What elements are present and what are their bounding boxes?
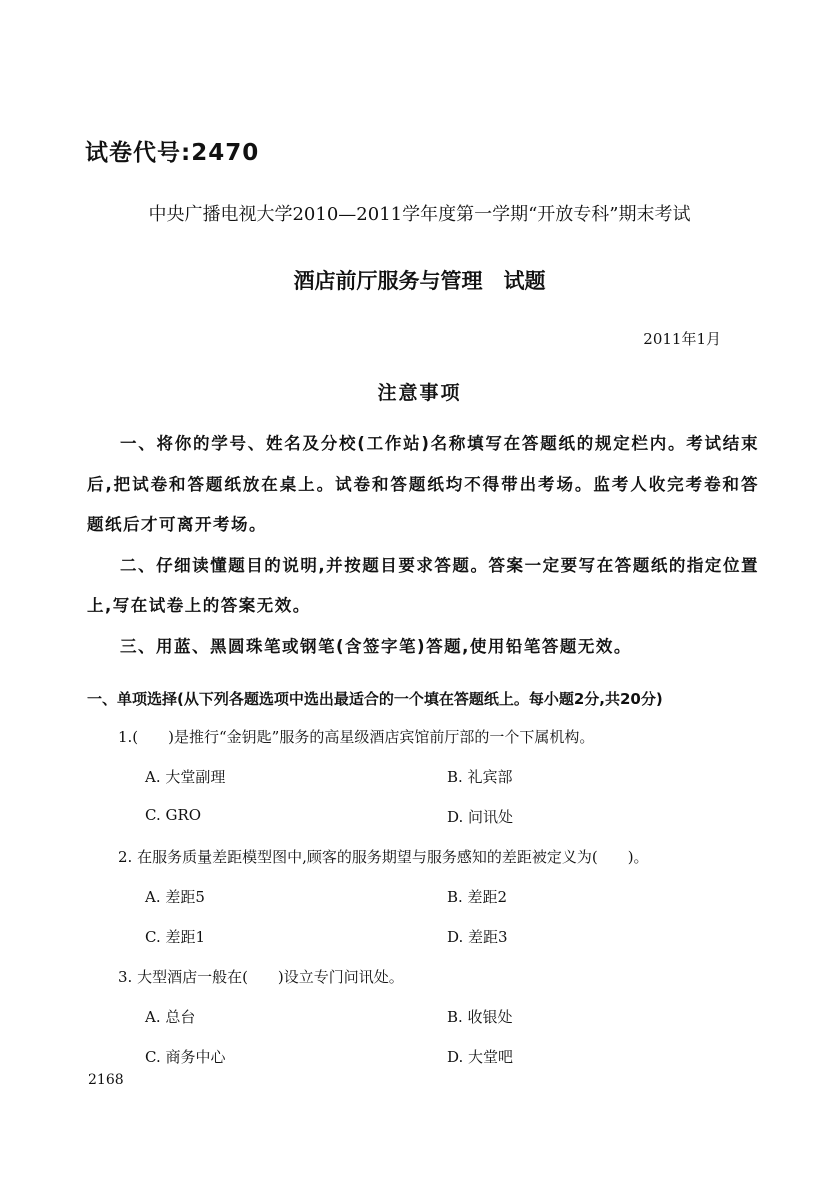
notice-item-2: 二、仔细读懂题目的说明,并按题目要求答题。答案一定要写在答题纸的指定位置上,写在试卷上的答案无效。 xyxy=(87,555,759,615)
page-number: 2168 xyxy=(88,1072,124,1088)
q1-option-c: C. GRO xyxy=(145,806,202,824)
section-title: 一、单项选择(从下列各题选项中选出最适合的一个填在答题纸上。每小题2分,共20分) xyxy=(87,690,663,708)
q3-option-a: A. 总台 xyxy=(145,1008,196,1026)
notice-item-3: 三、用蓝、黑圆珠笔或钢笔(含签字笔)答题,使用铅笔答题无效。 xyxy=(120,636,632,656)
q2-option-b: B. 差距2 xyxy=(447,888,508,906)
notice-block xyxy=(87,424,759,667)
q1-option-b: B. 礼宾部 xyxy=(447,768,513,786)
q2-option-d: D. 差距3 xyxy=(447,928,508,946)
q3-option-d: D. 大堂吧 xyxy=(447,1048,514,1066)
q1-option-d: D. 问讯处 xyxy=(447,808,514,826)
q1-option-a: A. 大堂副理 xyxy=(145,768,226,786)
question-2: 2. 在服务质量差距模型图中,顾客的服务期望与服务感知的差距被定义为( )。 xyxy=(118,848,649,866)
q3-option-c: C. 商务中心 xyxy=(145,1048,226,1066)
exam-code: 试卷代号:2470 xyxy=(85,140,260,166)
notice-title: 注意事项 xyxy=(377,382,462,404)
question-1: 1.( )是推行“金钥匙”服务的高星级酒店宾馆前厅部的一个下属机构。 xyxy=(118,728,595,746)
notice-item-1: 一、将你的学号、姓名及分校(工作站)名称填写在答题纸的规定栏内。考试结束后,把试卷和答题纸放在桌上。试卷和答题纸均不得带出考场。监考人收完考卷和答题纸后才可离开考场。 xyxy=(87,434,759,534)
exam-header: 中央广播电视大学2010—2011学年度第一学期“开放专科”期末考试 xyxy=(148,204,691,225)
question-3: 3. 大型酒店一般在( )设立专门问讯处。 xyxy=(118,968,404,986)
q3-option-b: B. 收银处 xyxy=(447,1008,513,1026)
exam-date: 2011年1月 xyxy=(643,330,721,348)
q2-option-a: A. 差距5 xyxy=(145,888,205,906)
exam-title: 酒店前厅服务与管理 试题 xyxy=(293,269,546,293)
q2-option-c: C. 差距1 xyxy=(145,928,206,946)
